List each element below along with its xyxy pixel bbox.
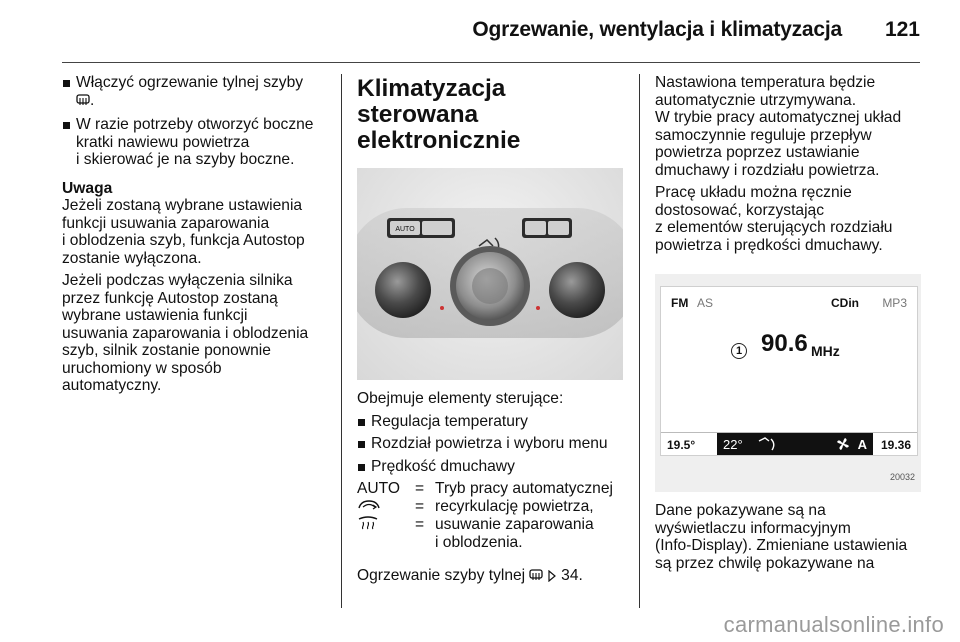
page-title: Ogrzewanie, wentylacja i klimatyzacja (472, 18, 842, 41)
rear-window-heating-icon (529, 569, 543, 587)
auto-mode-indicator: A (857, 437, 867, 452)
definition-row: = recyrkulację powietrza, (357, 498, 625, 517)
column-divider (341, 74, 342, 608)
recirculation-icon (357, 498, 415, 517)
set-temperature: 22° (723, 437, 743, 452)
definition-row: = usuwanie zaparowania i oblodzenia. (357, 516, 625, 551)
band-label: FM (671, 296, 689, 310)
note-paragraph: Jeżeli podczas wyłączenia silnika przez funkcję Autostop zostaną wybrane ustawienia funkcji usuwania zaparowania i oblodzenia szyb, silnik zostanie ponownie uruchomiony w sposób automatyczny. (62, 272, 309, 394)
cdin-label: CDin (831, 296, 859, 310)
page-number: 121 (884, 18, 920, 41)
climate-status (717, 433, 873, 455)
column-right (655, 74, 925, 577)
info-display (660, 286, 918, 456)
status-bar (661, 432, 917, 455)
definition-list (357, 480, 625, 551)
preset-number: 1 (731, 343, 747, 359)
climate-control-photo (357, 168, 623, 380)
column-divider (639, 74, 640, 608)
frequency-unit: MHz (811, 343, 840, 359)
watermark: carmanualsonline.info (723, 612, 944, 637)
as-label: AS (697, 296, 714, 310)
list-item: W razie potrzeby otworzyć boczne kratki nawiewu powietrza i skierować je na szyby boczne. (62, 116, 332, 169)
definition-row: AUTO = Tryb pracy automatycznej (357, 480, 613, 497)
section-heading: Klimatyzacja sterowana elektronicznie (357, 75, 521, 154)
defrost-icon (357, 516, 415, 551)
fan-icon (835, 436, 851, 457)
intro-text: Obejmuje elementy sterujące: (357, 390, 564, 407)
svg-text:AUTO: AUTO (395, 226, 415, 233)
list-item: Regulacja temperatury (357, 413, 625, 431)
paragraph: Pracę układu można ręcznie dostosować, korzystając z elementów sterujących rozdziału powietrza i prędkości dmuchawy. (655, 184, 893, 254)
figure-code: 20032 (889, 471, 915, 482)
cross-reference: Ogrzewanie szyby tylnej 34. (357, 567, 625, 587)
paragraph: Nastawiona temperatura będzie automatycznie utrzymywana. W trybie pracy automatycznej układ samoczynnie reguluje przepływ powietrza poprzez ustawianie dmuchawy i rozdziału powietrza. (655, 74, 902, 179)
air-distribution-icon (757, 435, 781, 456)
page-header (62, 0, 920, 63)
page-reference-icon (548, 569, 557, 587)
auto-label: AUTO (357, 480, 401, 497)
column-middle (357, 74, 625, 587)
rear-window-heating-icon (76, 94, 90, 112)
note-title: Uwaga (62, 179, 113, 197)
clock: 19.36 (880, 438, 911, 452)
outside-temperature: 19.5° (667, 438, 696, 452)
bullet-text: Włączyć ogrzewanie tylnej szyby (76, 74, 304, 91)
list-item: Rozdział powietrza i wyboru menu (357, 435, 625, 453)
paragraph: Dane pokazywane są na wyświetlaczu informacyjnym (Info-Display). Zmieniane ustawienia są przez chwilę pokazywane na (655, 502, 908, 572)
mp3-label: MP3 (882, 296, 907, 310)
frequency: 90.6 (761, 330, 808, 357)
list-item: Włączyć ogrzewanie tylnej szyby . (62, 74, 332, 111)
info-display-figure (655, 274, 921, 492)
note-paragraph: Jeżeli zostaną wybrane ustawienia funkcji usuwania zaparowania i oblodzenia szyb, funkcja Autostop zostanie wyłączona. (62, 197, 305, 267)
list-item: Prędkość dmuchawy (357, 458, 625, 476)
column-left (62, 74, 332, 400)
